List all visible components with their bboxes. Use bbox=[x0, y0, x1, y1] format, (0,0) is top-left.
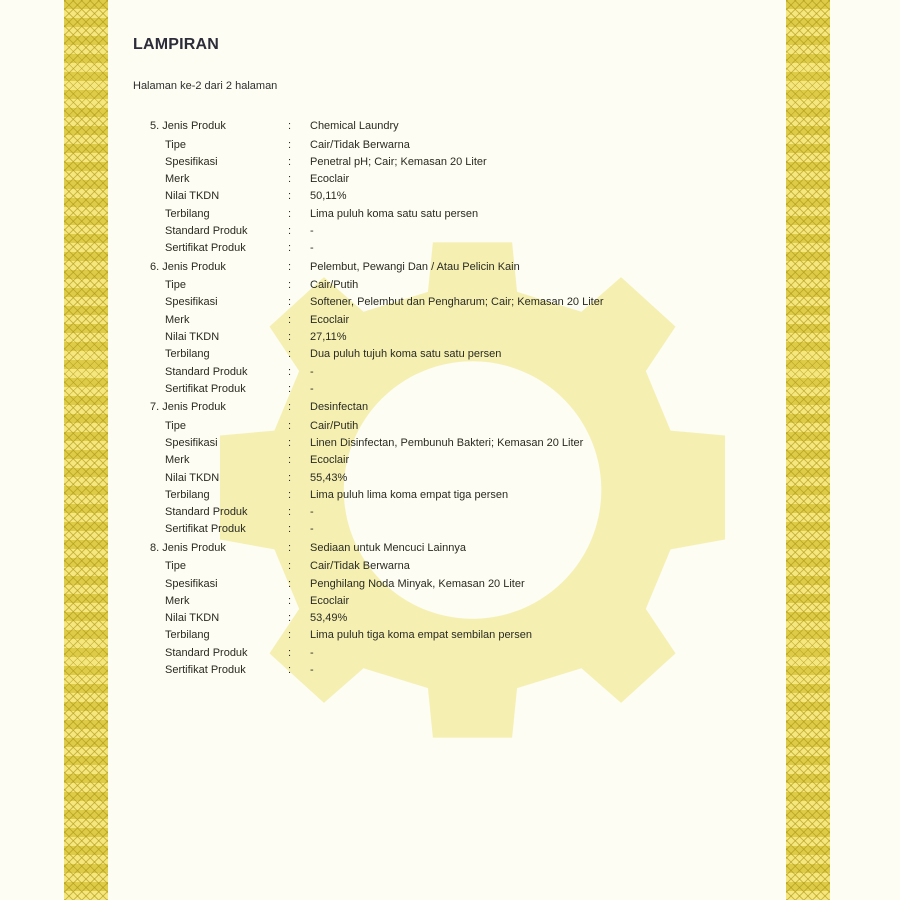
sertifikat-produk-row bbox=[150, 521, 710, 538]
terbilang-value: Lima puluh tiga koma empat sembilan persen bbox=[310, 629, 532, 642]
separator: : bbox=[288, 436, 292, 449]
spesifikasi-label: Spesifikasi bbox=[165, 296, 218, 309]
separator: : bbox=[288, 224, 292, 237]
nilai-tkdn-value: 55,43% bbox=[310, 471, 348, 484]
jenis-produk-row bbox=[150, 118, 710, 137]
sertifikat-produk-value: - bbox=[310, 523, 314, 536]
terbilang-row bbox=[150, 206, 710, 223]
standard-produk-row bbox=[150, 504, 710, 521]
spesifikasi-label: Spesifikasi bbox=[165, 436, 218, 449]
separator: : bbox=[288, 260, 292, 273]
tipe-value: Cair/Tidak Berwarna bbox=[310, 138, 410, 151]
terbilang-label: Terbilang bbox=[165, 488, 210, 501]
merk-value: Ecoclair bbox=[310, 313, 350, 326]
separator: : bbox=[288, 155, 292, 168]
tipe-label: Tipe bbox=[165, 138, 186, 151]
product-entry-1 bbox=[150, 118, 710, 258]
standard-produk-value: - bbox=[310, 506, 314, 519]
spesifikasi-row bbox=[150, 294, 710, 311]
standard-produk-label: Standard Produk bbox=[165, 506, 248, 519]
standard-produk-row bbox=[150, 645, 710, 662]
separator: : bbox=[288, 120, 292, 132]
separator: : bbox=[288, 207, 292, 220]
terbilang-value: Lima puluh lima koma empat tiga persen bbox=[310, 488, 509, 501]
separator: : bbox=[288, 646, 292, 659]
spesifikasi-label: Spesifikasi bbox=[165, 155, 218, 168]
nilai-tkdn-row bbox=[150, 610, 710, 627]
jenis-produk-row bbox=[150, 259, 710, 278]
page-title: LAMPIRAN bbox=[133, 36, 220, 53]
separator: : bbox=[288, 523, 292, 536]
nilai-tkdn-row bbox=[150, 188, 710, 205]
separator: : bbox=[288, 138, 292, 151]
right-guilloche-border bbox=[786, 0, 830, 900]
separator: : bbox=[288, 506, 292, 519]
separator: : bbox=[288, 190, 292, 203]
product-entry-4 bbox=[150, 540, 710, 680]
merk-label: Merk bbox=[165, 173, 190, 186]
jenis-produk-label: 7. Jenis Produk bbox=[150, 401, 226, 414]
terbilang-label: Terbilang bbox=[165, 207, 210, 220]
tipe-label: Tipe bbox=[165, 560, 186, 573]
separator: : bbox=[288, 594, 292, 607]
terbilang-label: Terbilang bbox=[165, 629, 210, 642]
nilai-tkdn-row bbox=[150, 470, 710, 487]
separator: : bbox=[288, 488, 292, 501]
sertifikat-produk-value: - bbox=[310, 242, 314, 255]
separator: : bbox=[288, 242, 292, 255]
separator: : bbox=[288, 313, 292, 326]
tipe-value: Cair/Putih bbox=[310, 279, 359, 292]
sertifikat-produk-value: - bbox=[310, 382, 314, 395]
jenis-produk-value: Desinfectan bbox=[310, 401, 369, 414]
tipe-row bbox=[150, 418, 710, 435]
separator: : bbox=[288, 365, 292, 378]
jenis-produk-label: 8. Jenis Produk bbox=[150, 541, 226, 554]
separator: : bbox=[288, 471, 292, 484]
page-info: Halaman ke-2 dari 2 halaman bbox=[133, 80, 278, 92]
tipe-value: Cair/Tidak Berwarna bbox=[310, 560, 410, 573]
tipe-label: Tipe bbox=[165, 279, 186, 292]
standard-produk-value: - bbox=[310, 224, 314, 237]
nilai-tkdn-label: Nilai TKDN bbox=[165, 190, 220, 203]
nilai-tkdn-label: Nilai TKDN bbox=[165, 471, 220, 484]
left-guilloche-border bbox=[64, 0, 108, 900]
tipe-row bbox=[150, 277, 710, 294]
separator: : bbox=[288, 173, 292, 186]
jenis-produk-value: Pelembut, Pewangi Dan / Atau Pelicin Kain bbox=[310, 260, 520, 273]
jenis-produk-row bbox=[150, 540, 710, 559]
terbilang-row bbox=[150, 627, 710, 644]
separator: : bbox=[288, 348, 292, 361]
sertifikat-produk-row bbox=[150, 240, 710, 257]
sertifikat-produk-row bbox=[150, 662, 710, 679]
standard-produk-label: Standard Produk bbox=[165, 365, 248, 378]
merk-value: Ecoclair bbox=[310, 173, 350, 186]
standard-produk-label: Standard Produk bbox=[165, 224, 248, 237]
product-entry-3 bbox=[150, 399, 710, 539]
tipe-row bbox=[150, 558, 710, 575]
merk-label: Merk bbox=[165, 594, 190, 607]
sertifikat-produk-label: Sertifikat Produk bbox=[165, 664, 246, 677]
merk-value: Ecoclair bbox=[310, 594, 350, 607]
jenis-produk-row bbox=[150, 399, 710, 418]
spesifikasi-row bbox=[150, 154, 710, 171]
sertifikat-produk-label: Sertifikat Produk bbox=[165, 382, 246, 395]
merk-row bbox=[150, 593, 710, 610]
terbilang-row bbox=[150, 487, 710, 504]
spesifikasi-value: Linen Disinfectan, Pembunuh Bakteri; Kemasan 20 Liter bbox=[310, 436, 584, 449]
standard-produk-value: - bbox=[310, 365, 314, 378]
separator: : bbox=[288, 560, 292, 573]
terbilang-value: Dua puluh tujuh koma satu satu persen bbox=[310, 348, 502, 361]
merk-row bbox=[150, 171, 710, 188]
product-list bbox=[150, 118, 710, 680]
merk-row bbox=[150, 312, 710, 329]
nilai-tkdn-value: 50,11% bbox=[310, 190, 347, 203]
sertifikat-produk-label: Sertifikat Produk bbox=[165, 523, 246, 536]
terbilang-row bbox=[150, 346, 710, 363]
nilai-tkdn-row bbox=[150, 329, 710, 346]
spesifikasi-row bbox=[150, 576, 710, 593]
separator: : bbox=[288, 279, 292, 292]
standard-produk-value: - bbox=[310, 646, 314, 659]
spesifikasi-value: Penetral pH; Cair; Kemasan 20 Liter bbox=[310, 155, 487, 168]
standard-produk-row bbox=[150, 223, 710, 240]
separator: : bbox=[288, 296, 292, 309]
sertifikat-produk-value: - bbox=[310, 664, 314, 677]
separator: : bbox=[288, 454, 292, 467]
merk-row bbox=[150, 452, 710, 469]
separator: : bbox=[288, 577, 292, 590]
standard-produk-label: Standard Produk bbox=[165, 646, 248, 659]
separator: : bbox=[288, 612, 292, 625]
tipe-row bbox=[150, 137, 710, 154]
separator: : bbox=[288, 629, 292, 642]
separator: : bbox=[288, 382, 292, 395]
product-entry-2 bbox=[150, 259, 710, 399]
nilai-tkdn-label: Nilai TKDN bbox=[165, 612, 220, 625]
nilai-tkdn-value: 27,11% bbox=[310, 330, 347, 343]
separator: : bbox=[288, 401, 292, 414]
jenis-produk-label: 5. Jenis Produk bbox=[150, 120, 226, 132]
terbilang-label: Terbilang bbox=[165, 348, 210, 361]
jenis-produk-value: Sediaan untuk Mencuci Lainnya bbox=[310, 541, 466, 554]
nilai-tkdn-label: Nilai TKDN bbox=[165, 330, 220, 343]
nilai-tkdn-value: 53,49% bbox=[310, 612, 348, 625]
merk-label: Merk bbox=[165, 454, 190, 467]
spesifikasi-row bbox=[150, 435, 710, 452]
separator: : bbox=[288, 664, 292, 677]
spesifikasi-value: Penghilang Noda Minyak, Kemasan 20 Liter bbox=[310, 577, 525, 590]
sertifikat-produk-row bbox=[150, 381, 710, 398]
spesifikasi-label: Spesifikasi bbox=[165, 577, 218, 590]
terbilang-value: Lima puluh koma satu satu persen bbox=[310, 207, 479, 220]
separator: : bbox=[288, 419, 292, 432]
spesifikasi-value: Softener, Pelembut dan Pengharum; Cair; Kemasan 20 Liter bbox=[310, 296, 604, 309]
jenis-produk-label: 6. Jenis Produk bbox=[150, 260, 226, 273]
tipe-value: Cair/Putih bbox=[310, 419, 359, 432]
sertifikat-produk-label: Sertifikat Produk bbox=[165, 242, 246, 255]
separator: : bbox=[288, 541, 292, 554]
jenis-produk-value: Chemical Laundry bbox=[310, 120, 399, 132]
standard-produk-row bbox=[150, 364, 710, 381]
separator: : bbox=[288, 330, 292, 343]
merk-label: Merk bbox=[165, 313, 190, 326]
merk-value: Ecoclair bbox=[310, 454, 350, 467]
tipe-label: Tipe bbox=[165, 419, 186, 432]
